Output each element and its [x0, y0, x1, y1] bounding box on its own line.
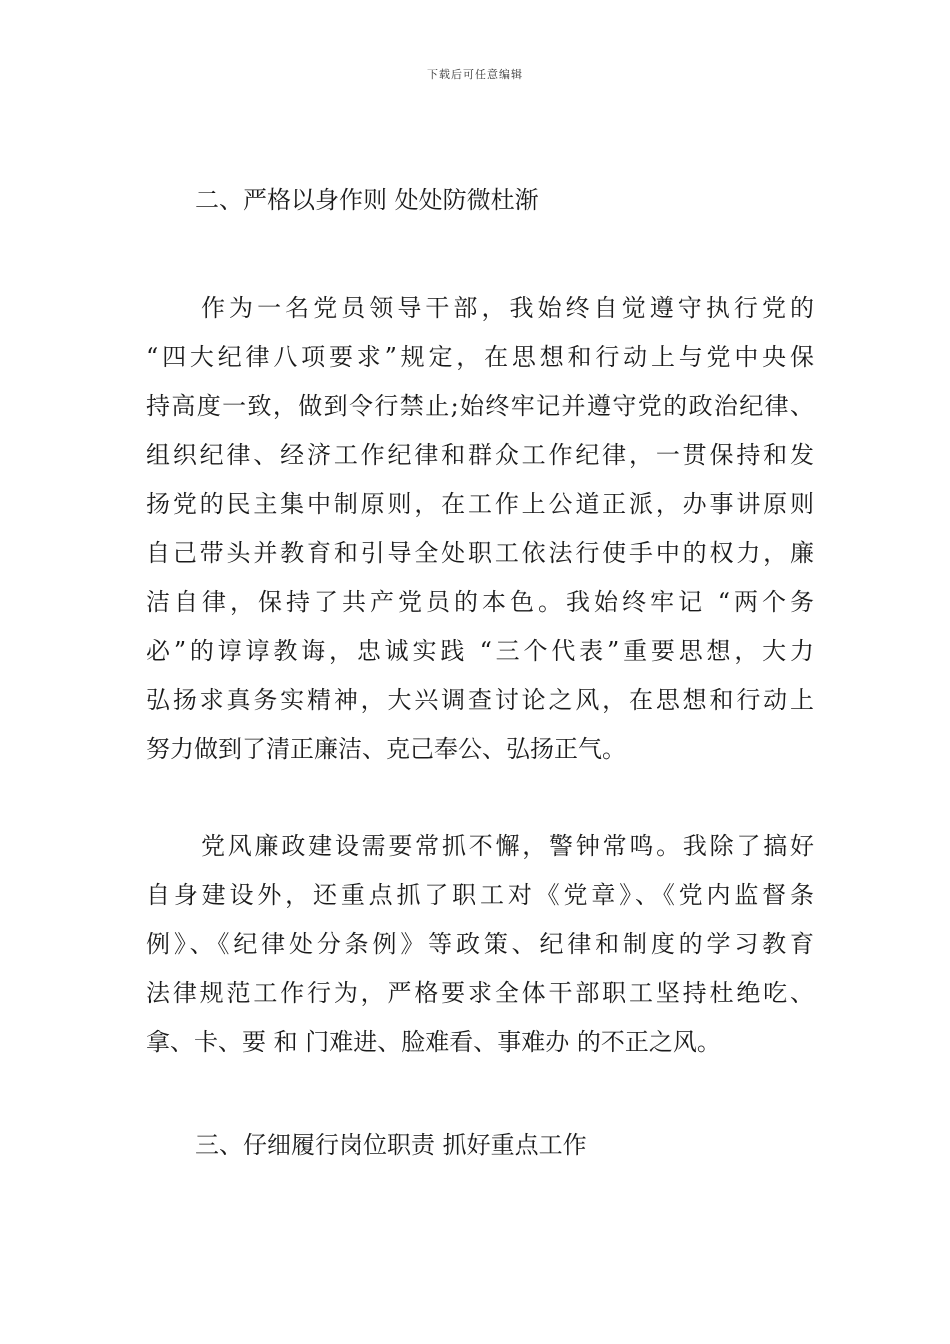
paragraph-2-line: 党风廉政建设需要常抓不懈，警钟常鸣。我除了搞好	[201, 832, 814, 860]
section-heading-3: 三、仔细履行岗位职责 抓好重点工作	[195, 1131, 587, 1159]
paragraph-2-line: 例》、《纪律处分条例》等政策、纪律和制度的学习教育	[146, 930, 814, 958]
paragraph-1	[146, 284, 814, 774]
paragraph-2-line: 法律规范工作行为，严格要求全体干部职工坚持杜绝吃、	[146, 979, 814, 1007]
section-heading-2: 二、严格以身作则 处处防微杜渐	[195, 186, 539, 214]
paragraph-1-line: 持高度一致，做到令行禁止;始终牢记并遵守党的政治纪律、	[146, 392, 814, 420]
paragraph-2-line: 自身建设外，还重点抓了职工对《党章》、《党内监督条	[146, 881, 814, 909]
paragraph-1-line: 必”的谆谆教诲，忠诚实践 “三个代表”重要思想，大力	[146, 637, 814, 665]
paragraph-1-line: 自己带头并教育和引导全处职工依法行使手中的权力，廉	[146, 539, 814, 567]
paragraph-1-line: 组织纪律、经济工作纪律和群众工作纪律，一贯保持和发	[146, 441, 814, 469]
paragraph-1-line: 扬党的民主集中制原则，在工作上公道正派，办事讲原则	[146, 490, 814, 518]
paragraph-2-line: 拿、卡、要 和 门难进、脸难看、事难办 的不正之风。	[146, 1028, 721, 1056]
paragraph-2	[146, 822, 814, 1067]
paragraph-1-line: “四大纪律八项要求”规定，在思想和行动上与党中央保	[146, 343, 814, 371]
paragraph-1-line: 作为一名党员领导干部，我始终自觉遵守执行党的	[201, 294, 814, 322]
paragraph-1-line: 洁自律，保持了共产党员的本色。我始终牢记 “两个务	[146, 588, 814, 616]
paragraph-1-line: 努力做到了清正廉洁、克己奉公、弘扬正气。	[146, 735, 626, 763]
paragraph-1-line: 弘扬求真务实精神，大兴调查讨论之风，在思想和行动上	[146, 686, 814, 714]
header-note: 下载后可任意编辑	[427, 68, 523, 81]
